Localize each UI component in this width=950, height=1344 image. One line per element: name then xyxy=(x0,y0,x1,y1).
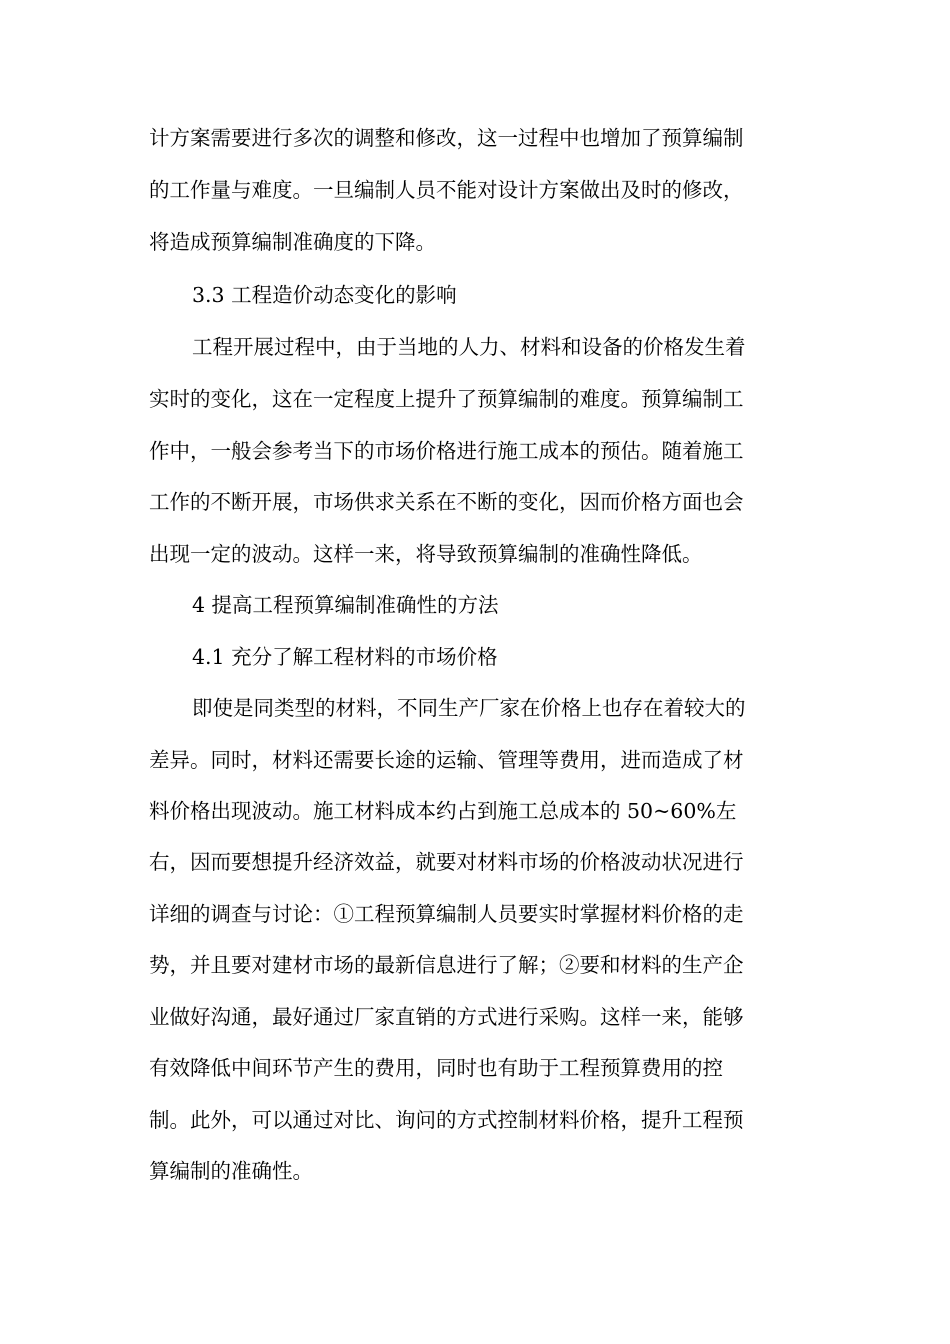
text-line: 工作的不断开展，市场供求关系在不断的变化，因而价格方面也会 xyxy=(149,490,744,514)
text-line: 业做好沟通，最好通过厂家直销的方式进行采购。这样一来，能够 xyxy=(149,1005,744,1029)
text-line: 势，并且要对建材市场的最新信息进行了解；②要和材料的生产企 xyxy=(149,953,744,977)
text-line: 有效降低中间环节产生的费用，同时也有助于工程预算费用的控 xyxy=(149,1056,723,1080)
section-heading: 3.3 工程造价动态变化的影响 xyxy=(192,283,457,307)
text-line: 出现一定的波动。这样一来，将导致预算编制的准确性降低。 xyxy=(149,542,703,566)
section-heading: 4.1 充分了解工程材料的市场价格 xyxy=(192,645,498,669)
text-line: 实时的变化，这在一定程度上提升了预算编制的难度。预算编制工 xyxy=(149,387,744,411)
text-line: 作中，一般会参考当下的市场价格进行施工成本的预估。随着施工 xyxy=(149,439,744,463)
text-line: 工程开展过程中，由于当地的人力、材料和设备的价格发生着 xyxy=(192,335,746,359)
text-line: 制。此外，可以通过对比、询问的方式控制材料价格，提升工程预 xyxy=(149,1108,744,1132)
text-line: 算编制的准确性。 xyxy=(149,1159,313,1183)
text-line: 的工作量与难度。一旦编制人员不能对设计方案做出及时的修改， xyxy=(149,178,744,202)
section-heading: 4 提高工程预算编制准确性的方法 xyxy=(192,593,499,617)
text-line: 将造成预算编制准确度的下降。 xyxy=(149,230,436,254)
text-line: 右，因而要想提升经济效益，就要对材料市场的价格波动状况进行 xyxy=(149,850,744,874)
text-line: 计方案需要进行多次的调整和修改，这一过程中也增加了预算编制 xyxy=(149,126,744,150)
text-line: 料价格出现波动。施工材料成本约占到施工总成本的 50~60%左 xyxy=(149,799,737,823)
text-line: 详细的调查与讨论：①工程预算编制人员要实时掌握材料价格的走 xyxy=(149,902,744,926)
text-line: 差异。同时，材料还需要长途的运输、管理等费用，进而造成了材 xyxy=(149,748,744,772)
text-line: 即使是同类型的材料，不同生产厂家在价格上也存在着较大的 xyxy=(192,696,746,720)
